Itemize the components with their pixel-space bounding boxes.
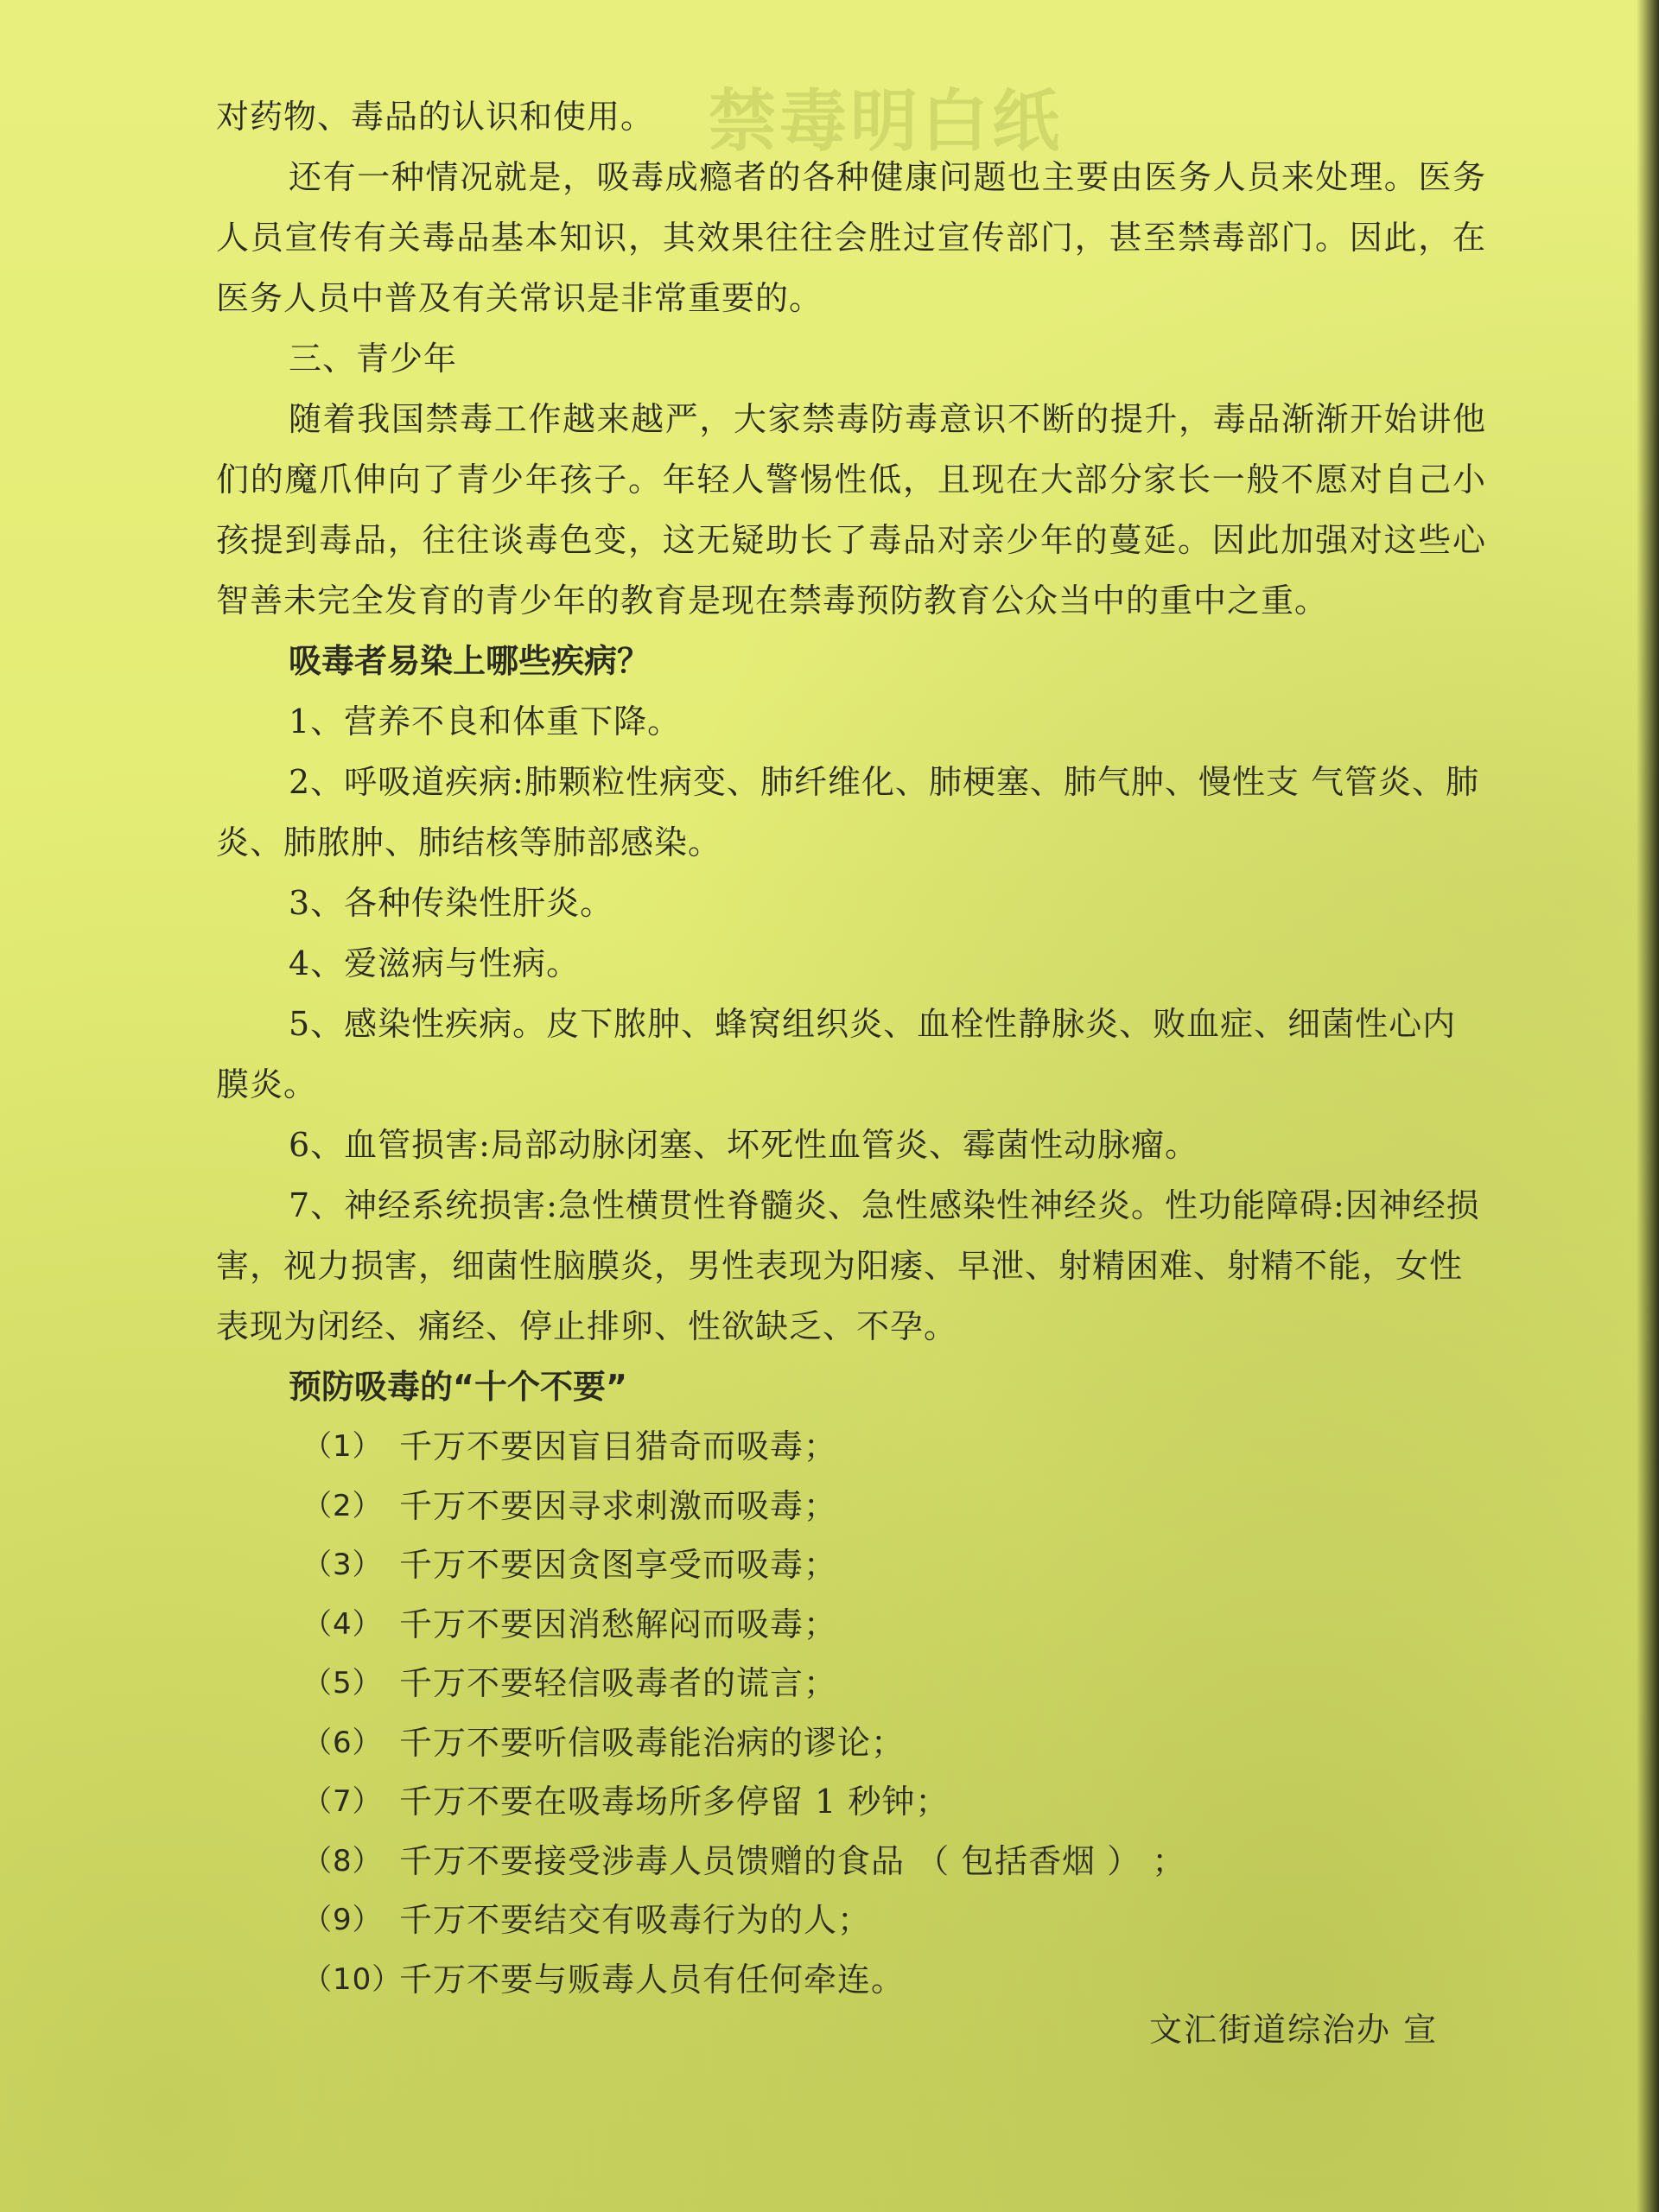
disease-item: 1、营养不良和体重下降。 bbox=[289, 702, 682, 741]
dont-item-number: （9） bbox=[302, 1903, 383, 1937]
dont-item bbox=[216, 1417, 1486, 1477]
dont-item-number: （7） bbox=[302, 1784, 383, 1819]
dont-item-text: 千万不要与贩毒人员有任何牵连。 bbox=[399, 1960, 906, 1999]
dont-item bbox=[216, 1477, 1486, 1536]
dont-item bbox=[216, 1654, 1486, 1713]
dont-item bbox=[216, 1950, 1486, 2010]
youth-paragraph: 随着我国禁毒工作越来越严，大家禁毒防毒意识不断的提升，毒品渐渐开始讲他们的魔爪伸向了青少年孩子。年轻人警惕性低，且现在大部分家长一般不愿对自己小孩提到毒品，往往谈毒色变，这无疑助长了毒品对亲少年的蔓延。因此加强对这些心智善未完全发育的青少年的教育是现在禁毒预防教育公众当中的重中之重。 bbox=[216, 400, 1486, 620]
bleed-through-watermark: 禁毒明白纸 bbox=[709, 83, 1064, 161]
dont-item bbox=[216, 1772, 1486, 1832]
dont-item-text: 千万不要因盲目猎奇而吸毒； bbox=[399, 1427, 838, 1465]
disease-item: 2、呼吸道疾病:肺颗粒性病变、肺纤维化、肺梗塞、肺气肿、慢性支 气管炎、肺炎、肺脓肿、肺结核等肺部感染。 bbox=[216, 763, 1480, 861]
dont-item-number: （3） bbox=[302, 1548, 383, 1582]
dont-item-text: 千万不要轻信吸毒者的谎言； bbox=[399, 1664, 838, 1702]
disease-item: 6、血管损害:局部动脉闭塞、坏死性血管炎、霉菌性动脉瘤。 bbox=[289, 1126, 1198, 1164]
dont-item bbox=[216, 1713, 1486, 1773]
diseases-heading: 吸毒者易染上哪些疾病？ bbox=[289, 642, 651, 680]
disease-item: 7、神经系统损害:急性横贯性脊髓炎、急性感染性神经炎。性功能障碍:因神经损害，视力损害，细菌性脑膜炎，男性表现为阳痿、早泄、射精困难、射精不能，女性表现为闭经、痛经、停止排卵、性欲缺乏、不孕。 bbox=[216, 1186, 1480, 1345]
disease-item: 5、感染性疾病。皮下脓肿、蜂窝组织炎、血栓性静脉炎、败血症、细菌性心内膜炎。 bbox=[216, 1005, 1457, 1103]
dont-item-number: （2） bbox=[302, 1488, 383, 1523]
dont-item-number: （5） bbox=[302, 1666, 383, 1700]
dont-item-text: 千万不要因寻求刺激而吸毒； bbox=[399, 1486, 838, 1525]
ten-donts-heading: 预防吸毒的“十个不要” bbox=[289, 1368, 627, 1406]
dont-item-text: 千万不要结交有吸毒行为的人； bbox=[399, 1901, 872, 1939]
dont-item bbox=[216, 1891, 1486, 1950]
dont-item bbox=[216, 1595, 1486, 1655]
dont-item bbox=[216, 1535, 1486, 1595]
intro-line: 对药物、毒品的认识和使用。 bbox=[216, 98, 655, 136]
dont-item-text: 千万不要接受涉毒人员馈赠的食品 （ 包括香烟 ） ； bbox=[399, 1841, 1186, 1880]
dont-item-text: 千万不要因贪图享受而吸毒； bbox=[399, 1546, 838, 1584]
dont-item-number: （10） bbox=[302, 1961, 403, 1997]
dont-item bbox=[216, 1832, 1486, 1891]
dont-item-number: （8） bbox=[302, 1843, 383, 1878]
disease-item: 3、各种传染性肝炎。 bbox=[289, 884, 614, 922]
disease-item: 4、爱滋病与性病。 bbox=[289, 944, 581, 982]
intro-paragraph: 还有一种情况就是，吸毒成瘾者的各种健康问题也主要由医务人员来处理。医务人员宣传有关毒品基本知识，其效果往往会胜过宣传部门，甚至禁毒部门。因此，在医务人员中普及有关常识是非常重要的。 bbox=[216, 158, 1486, 317]
issuer-signature: 文汇街道综治办 宣 bbox=[1149, 2011, 1439, 2049]
section-heading-youth: 三、青少年 bbox=[289, 340, 458, 378]
dont-item-number: （6） bbox=[302, 1725, 383, 1760]
document-body bbox=[216, 86, 1486, 2009]
dont-item-text: 千万不要因消愁解闷而吸毒； bbox=[399, 1605, 838, 1643]
dont-item-text: 千万不要在吸毒场所多停留 1 秒钟； bbox=[399, 1783, 950, 1821]
dont-item-number: （1） bbox=[302, 1429, 383, 1464]
dont-item-text: 千万不要听信吸毒能治病的谬论； bbox=[399, 1723, 906, 1762]
page-edge-shadow bbox=[1637, 0, 1659, 2212]
dont-item-number: （4） bbox=[302, 1606, 383, 1642]
